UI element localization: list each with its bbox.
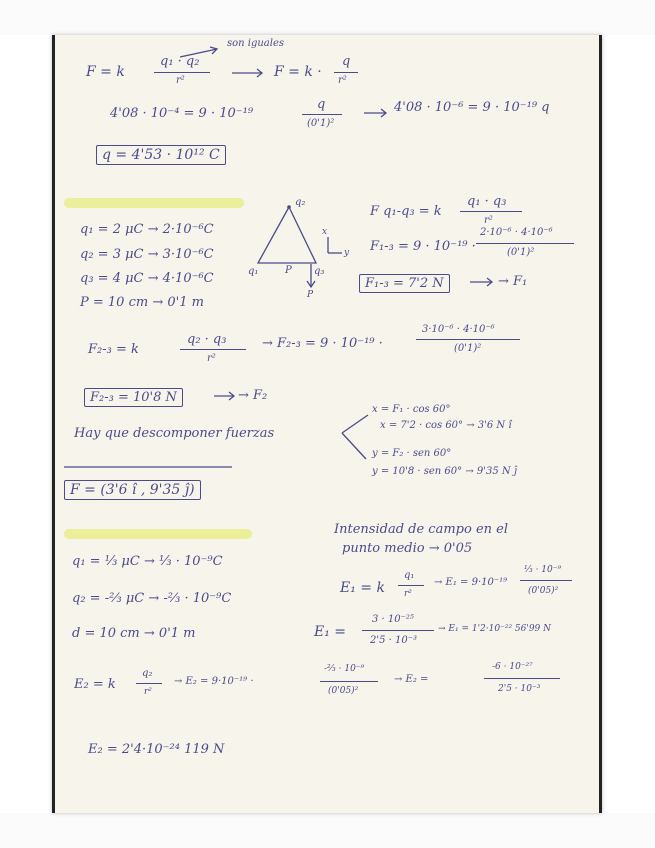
bottom-background <box>0 813 655 848</box>
f13b-lhs: F₁-₃ = 9 · 10⁻¹⁹ · <box>370 239 476 254</box>
ej6-d: d = 10 cm → 0'1 m <box>72 626 196 641</box>
axis-label-y: y <box>344 248 350 258</box>
coulomb-rhs-num: q <box>342 54 351 69</box>
e1-mid: → E₁ = 9·10⁻¹⁹ <box>434 577 508 588</box>
e1b-num: 3 · 10⁻²⁵ <box>372 614 414 625</box>
f23-arrow-f2: → F₂ <box>238 388 268 403</box>
f23-fraction-bar-2 <box>416 339 520 340</box>
f13-fraction-bar <box>460 211 522 212</box>
coulomb-rhs: F = k · <box>274 64 322 80</box>
e1b-den: 2'5 · 10⁻³ <box>370 635 418 646</box>
coulomb-rhs-fraction-bar <box>334 72 358 73</box>
exercise-6-heading-highlight <box>64 529 252 539</box>
e1b-lhs: E₁ = <box>314 624 347 640</box>
result-q-box: q = 4'53 · 10¹² C <box>96 145 226 165</box>
f13-lhs: F q₁-q₃ = k <box>370 204 442 219</box>
triangle-label-p-force: P <box>307 290 314 300</box>
e1-fraction-bar-2 <box>520 580 572 581</box>
coulomb-rhs-den: r² <box>338 75 347 86</box>
e2-num: q₂ <box>142 668 153 679</box>
campo-title-1: Intensidad de campo en el <box>334 522 508 537</box>
axis-label-x: x <box>322 227 328 237</box>
page-edge-right <box>599 35 602 813</box>
f13b-fraction-bar <box>476 243 574 244</box>
force-vector-box: F = (3'6 î , 9'35 ĵ) <box>64 480 201 500</box>
triangle-label-p: P <box>285 265 292 276</box>
triangle-label-q3: q₃ <box>314 266 325 277</box>
e1-num: q₁ <box>404 570 415 581</box>
calc1-den: (0'1)² <box>307 118 335 129</box>
decompose-note: Hay que descomponer fuerzas <box>74 426 275 441</box>
branch-y <box>342 433 366 459</box>
e1-den: r² <box>404 589 412 599</box>
e1b-rhs: → E₁ = 1'2·10⁻²² 56'99 N <box>438 624 552 634</box>
e2-fraction-bar-2 <box>320 681 378 682</box>
e2-num2: -⅔ · 10⁻⁹ <box>324 664 365 674</box>
f23-fraction-bar <box>180 349 246 350</box>
e2-fraction-bar-3 <box>484 678 560 679</box>
notebook-page <box>52 35 602 813</box>
e2-den: r² <box>144 687 152 697</box>
f13-arrow-f1: → F₁ <box>498 274 528 289</box>
coulomb-den: r² <box>176 75 185 86</box>
f13b-den: (0'1)² <box>507 247 535 258</box>
branch-x <box>342 415 368 433</box>
f23-mid: → F₂-₃ = 9 · 10⁻¹⁹ · <box>262 336 383 351</box>
e2-num3: -6 · 10⁻²⁷ <box>492 662 533 672</box>
e1b-fraction-bar <box>362 630 434 631</box>
f23-lhs: F₂-₃ = k <box>88 342 139 357</box>
calc1-num: q <box>317 97 326 112</box>
e2-den3: 2'5 · 10⁻³ <box>498 684 541 694</box>
calc1-fraction-bar <box>302 114 342 115</box>
e1-lhs: E₁ = k <box>340 580 385 596</box>
top-background <box>0 0 655 35</box>
f23-num: q₂ · q₃ <box>187 332 227 347</box>
coulomb-fraction-bar <box>154 72 210 73</box>
ej5-q2: q₂ = 3 μC → 3·10⁻⁶C <box>80 247 214 262</box>
coulomb-num: q₁ · q₂ <box>160 54 200 69</box>
e1-fraction-bar <box>398 585 424 586</box>
f13-result-box: F₁-₃ = 7'2 N <box>359 274 450 293</box>
e1-num2: ⅓ · 10⁻⁹ <box>524 565 562 575</box>
f23-den2: (0'1)² <box>454 343 482 354</box>
coulomb-lhs: F = k <box>86 64 125 80</box>
ej6-q1: q₁ = ⅓ μC → ⅓ · 10⁻⁹C <box>72 554 223 569</box>
f13-num: q₁ · q₃ <box>467 194 507 209</box>
exercise-5-heading-highlight <box>64 198 244 208</box>
ej5-q1: q₁ = 2 μC → 2·10⁻⁶C <box>80 222 214 237</box>
triangle-label-q2: q₂ <box>295 197 306 208</box>
charge-triangle <box>258 207 316 263</box>
page-edge-left <box>52 35 55 813</box>
note-son-iguales: son iguales <box>227 38 285 49</box>
e1-den2: (0'05)² <box>528 586 559 596</box>
e2-mid: → E₂ = 9·10⁻¹⁹ · <box>174 676 254 687</box>
f23-num2: 3·10⁻⁶ · 4·10⁻⁶ <box>422 324 495 335</box>
campo-title-2: punto medio → 0'05 <box>342 541 473 556</box>
f13-den: r² <box>484 215 493 226</box>
e2-arrow: → E₂ = <box>394 674 429 685</box>
e2-lhs: E₂ = k <box>74 677 116 692</box>
ej5-p: P = 10 cm → 0'1 m <box>80 295 204 310</box>
ej5-q3: q₃ = 4 μC → 4·10⁻⁶C <box>80 271 214 286</box>
triangle-label-q1: q₁ <box>248 266 259 277</box>
calc1-rhs: 4'08 · 10⁻⁶ = 9 · 10⁻¹⁹ q <box>394 100 550 115</box>
f13b-num: 2·10⁻⁶ · 4·10⁻⁶ <box>480 227 553 238</box>
vertex-q2 <box>287 205 291 209</box>
y-component-1: y = F₂ · sen 60° <box>372 448 452 459</box>
calc1-lhs: 4'08 · 10⁻⁴ = 9 · 10⁻¹⁹ <box>110 106 254 121</box>
f23-den: r² <box>207 353 216 364</box>
e2-den2: (0'05)² <box>328 686 359 696</box>
x-component-2: x = 7'2 · cos 60° → 3'6 N î <box>380 420 512 431</box>
ej6-q2: q₂ = -⅔ μC → -⅔ · 10⁻⁹C <box>72 591 232 606</box>
e2-fraction-bar <box>136 683 162 684</box>
y-component-2: y = 10'8 · sen 60° → 9'35 N ĵ <box>372 466 517 477</box>
ez-result: E₂ = 2'4·10⁻²⁴ 119 N <box>88 742 225 757</box>
x-component-1: x = F₁ · cos 60° <box>372 404 451 415</box>
f23-result-box: F₂-₃ = 10'8 N <box>84 388 183 407</box>
